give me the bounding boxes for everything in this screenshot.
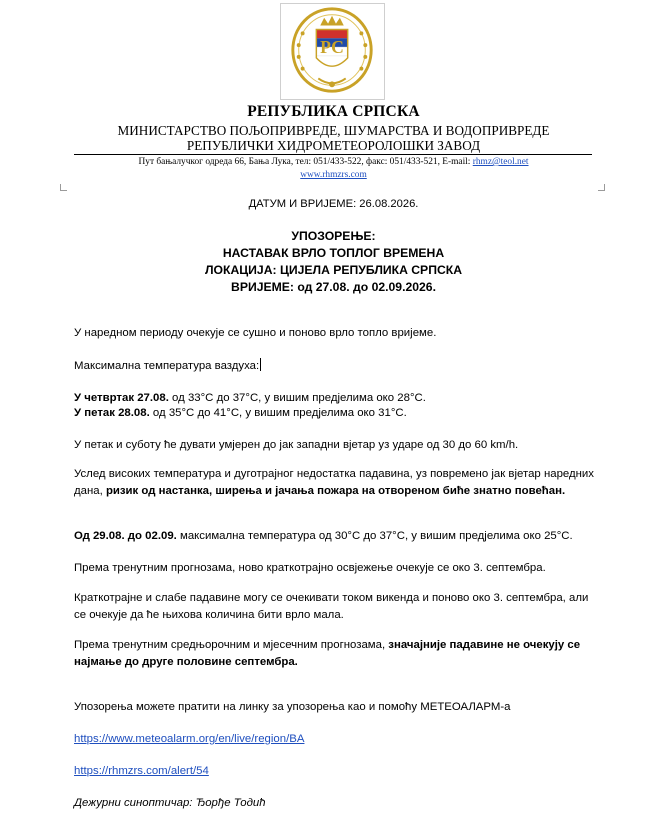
monthly-outlook-bold: значајније падавине не очекују се најмање до друге половине септембра. — [74, 639, 581, 668]
thursday-label: У четвртак 27.08. — [74, 392, 169, 404]
meteoalarm-link-line — [74, 731, 594, 748]
max-temp-heading-text: Максимална температура ваздуха: — [74, 360, 260, 372]
date-line: ДАТУМ И ВРИЈЕМЕ: 26.08.2026. — [248, 198, 419, 210]
monthly-outlook-paragraph — [74, 637, 594, 671]
rhmz-alert-link-line — [74, 763, 594, 780]
letterhead-divider — [74, 154, 592, 155]
warning-label: УПОЗОРЕЊЕ: — [291, 229, 376, 243]
friday-label: У петак 28.08. — [74, 407, 150, 419]
range-text: максимална температура од 30°C до 37°C, у вишим предјелима око 25°C. — [176, 530, 573, 542]
coat-of-arms-logo — [280, 3, 385, 100]
address-text: Пут бањалучког одреда 66, Бања Лука, тел: 051/433-522, факс: 051/433-521, E-mail: — [138, 157, 473, 167]
friday-forecast — [74, 405, 594, 422]
fire-risk-text: Услед високих температура и дуготрајног недостатка падавина, уз повремено јак вјетар наредних дана, — [74, 468, 594, 497]
logo-monogram: РС — [320, 36, 344, 57]
cooling-paragraph: Према тренутним прогнозама, ново краткотрајно освјежење очекује се око 3. септембра. — [74, 562, 546, 574]
wind-paragraph: У петак и суботу ће дувати умјерен до јак западни вјетар уз ударе од 30 до 60 km/h. — [74, 439, 519, 451]
text-cursor — [260, 358, 261, 371]
warning-location: ЛОКАЦИЈА: ЦИЈЕЛА РЕПУБЛИКА СРПСКА — [205, 263, 462, 277]
institute-name: РЕПУБЛИЧКИ ХИДРОМЕТЕОРОЛОШКИ ЗАВОД — [186, 138, 481, 153]
thursday-text: од 33°C до 37°C, у вишим предјелима око 28°C. — [168, 392, 426, 404]
warning-title: НАСТАВАК ВРЛО ТОПЛОГ ВРЕМЕНА — [222, 246, 445, 260]
email-link[interactable]: rhmz@teol.net — [472, 157, 529, 167]
intro-paragraph: У наредном периоду очекује се сушно и поново врло топло вријеме. — [74, 327, 437, 339]
fire-risk-bold: ризик од настанка, ширења и јачања пожара на отвореном биће знатно повећан. — [105, 485, 566, 497]
range-label: Од 29.08. до 02.09. — [74, 530, 177, 542]
ministry-name: МИНИСТАРСТВО ПОЉОПРИВРЕДЕ, ШУМАРСТВА И ВОДОПРИВРЕДЕ — [117, 123, 550, 138]
follow-paragraph: Упозорења можете пратити на линку за упозорења као и помоћу МЕТЕОАЛАРМ-а — [74, 701, 511, 713]
margin-mark-left — [60, 184, 67, 191]
monthly-outlook-text: Према тренутним средњорочним и мјесечним прогнозама, — [74, 639, 389, 651]
max-temp-heading — [74, 358, 594, 375]
organization-name: РЕПУБЛИКА СРПСКА — [247, 103, 420, 120]
signature: Дежурни синоптичар: Ђорђе Тодић — [74, 797, 266, 809]
website-link[interactable]: www.rhmzrs.com — [300, 170, 367, 180]
range-forecast — [74, 528, 594, 545]
margin-mark-right — [598, 184, 605, 191]
fire-risk-paragraph — [74, 466, 594, 500]
coat-of-arms-icon — [281, 4, 384, 99]
contact-address — [0, 157, 667, 167]
rain-paragraph: Краткотрајне и слабе падавине могу се очекивати током викенда и поново око 3. септембра, али се очекује да ће њихова количина бити врло мала. — [74, 592, 589, 621]
meteoalarm-link[interactable]: https://www.meteoalarm.org/en/live/region/BA — [74, 733, 305, 745]
warning-period: ВРИЈЕМЕ: од 27.08. до 02.09.2026. — [231, 280, 436, 294]
rhmz-alert-link[interactable]: https://rhmzrs.com/alert/54 — [74, 765, 209, 777]
friday-text: од 35°C до 41°C, у вишим предјелима око 31°C. — [149, 407, 407, 419]
